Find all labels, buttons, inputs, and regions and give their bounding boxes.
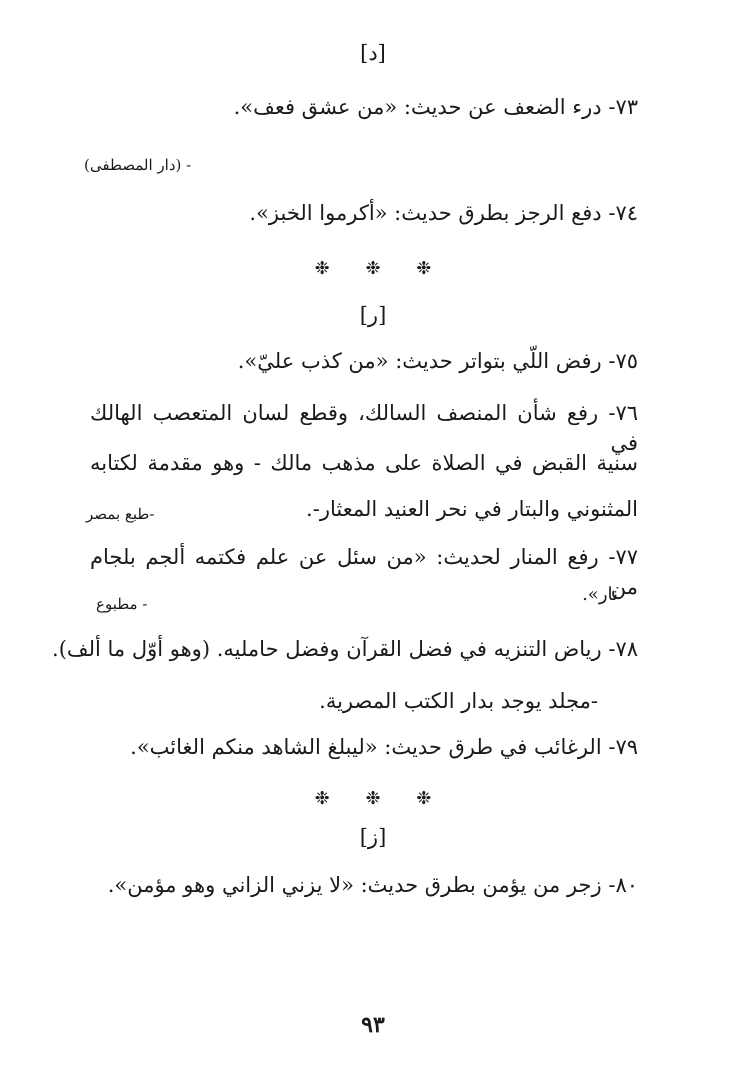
page-number: ٩٣ — [361, 1012, 385, 1038]
entry-80: ٨٠- زجر من يؤمن بطرق حديث: «لا يزني الزاني وهو مؤمن». — [107, 873, 638, 897]
section-header-dal: [د] — [360, 41, 386, 65]
entry-74: ٧٤- دفع الرجز بطرق حديث: «أكرموا الخبز». — [249, 201, 638, 225]
separator-stars-1: ❉ ❉ ❉ — [314, 258, 432, 279]
entry-76-line-1: ٧٦- رفع شأن المنصف السالك، وقطع لسان المتعصب الهالك في — [90, 401, 638, 455]
section-header-zay: [ز] — [359, 825, 387, 849]
entry-76-line-2: سنية القبض في الصلاة على مذهب مالك - وهو مقدمة لكتابه — [90, 451, 638, 475]
note-76: -طبع بمصر — [86, 505, 155, 523]
entry-76-line-3: المثنوني والبتار في نحر العنيد المعثار-. — [306, 497, 638, 521]
entry-79: ٧٩- الرغائب في طرق حديث: «ليبلغ الشاهد منكم الغائب». — [130, 735, 638, 759]
entry-77-line-1: ٧٧- رفع المنار لحديث: «من سئل عن علم فكتمه ألجم بلجام من — [90, 545, 638, 599]
note-73: - (دار المصطفى) — [84, 156, 192, 174]
entry-78: ٧٨- رياض التنزيه في فضل القرآن وفضل حامليه. (وهو أوّل ما ألف). — [52, 637, 638, 661]
section-header-ra: [ر] — [359, 303, 387, 327]
entry-77-line-2: نار». — [582, 584, 618, 605]
entry-75: ٧٥- رفض اللّي بتواتر حديث: «من كذب عليّ». — [237, 349, 638, 373]
note-78: -مجلد يوجد بدار الكتب المصرية. — [319, 689, 598, 713]
entry-73: ٧٣- درء الضعف عن حديث: «من عشق فعف». — [233, 95, 638, 119]
note-77: - مطبوع — [96, 595, 148, 613]
separator-stars-2: ❉ ❉ ❉ — [314, 788, 432, 809]
